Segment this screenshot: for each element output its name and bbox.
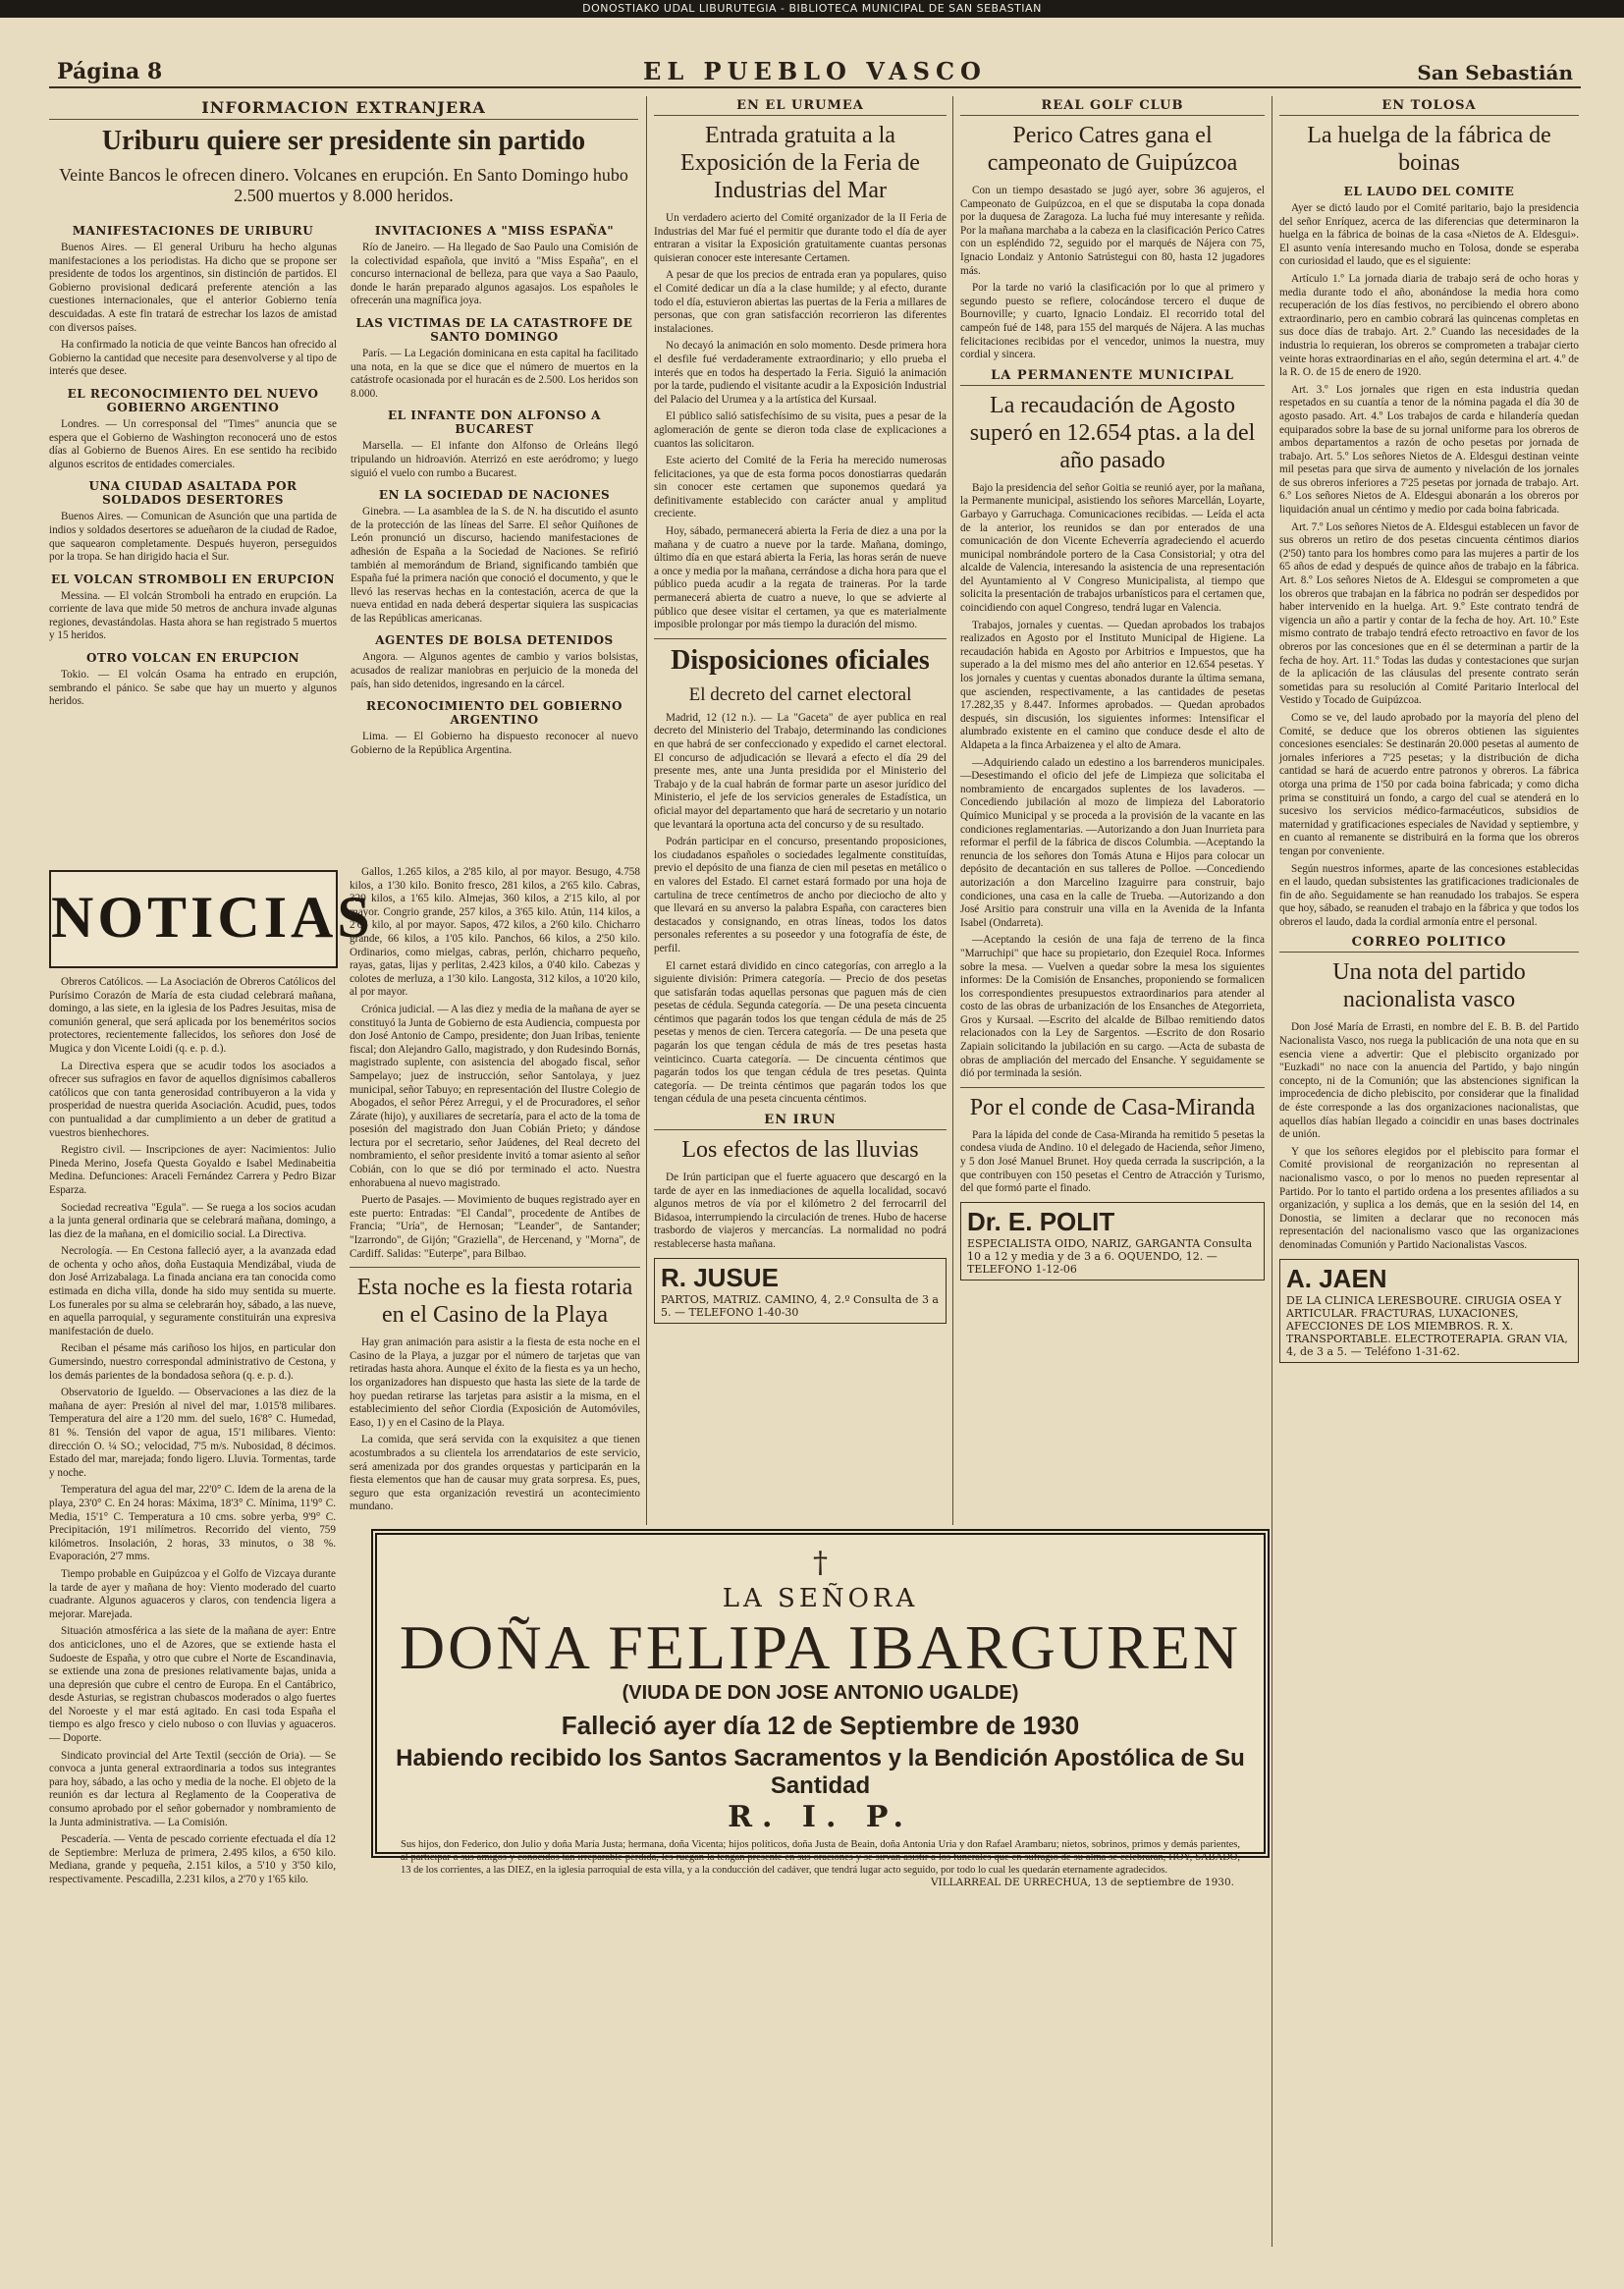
paragraph: Art. 3.º Los jornales que rigen en esta industria quedan respetados en su cuantía a tenor de la nómina pagada el día 30 de agosto pasado. Art. 4.º Los trabajos de carda e hilandería quedan equiparados sobre la base de su jornal uniforme para los obreros de ambos departamentos a razón de ocho pesetas por jornada de trabajo. Art. 5.º Los señores Nietos de A. Eldesgui destinan veinte mil pesetas para que sirva de aumento y nivelación de los jornales de sus obreros inferiores a 7'25 pesetas por jornada de trabajo. Art. 6.º Los señores Nietos de A. Eldesgui abonarán a los obreros por liquidación anual un céntimo y medio por cada boina fabricada. bbox=[1279, 383, 1579, 517]
headline-feria: Entrada gratuita a la Exposición de la Feria de Industrias del Mar bbox=[680, 123, 920, 203]
section-title: CORREO POLITICO bbox=[1279, 933, 1579, 953]
column-rule bbox=[646, 96, 647, 1525]
page-number: Página 8 bbox=[57, 59, 163, 84]
kicker: EL LAUDO DEL COMITE bbox=[1343, 185, 1515, 198]
paragraph: El público salió satisfechísimo de su visita, pues a pesar de la aglomeración de gente se dieron toda clase de explicaciones a cuantos las solicitaron. bbox=[654, 410, 947, 450]
paragraph: Por la tarde no varió la clasificación por lo que al primero y segundo puesto se refiere, colocándose tercero el duque de Bournoville; y cuarto, Ignacio Londaiz. El recorrido total del campeón fué de 148, para 155 del marqués de Nájera. A las muchas felicitaciones recibidas por el vencedor, unimos la nuestra, muy cordial y sincera. bbox=[960, 282, 1265, 361]
kicker: OTRO VOLCAN EN ERUPCION bbox=[86, 651, 299, 666]
foreign-news-block bbox=[49, 96, 638, 852]
paragraph: La comida, que será servida con la exquisitez a que tienen acostumbrados a su clientela los arrendatarios de este servicio, será amenizada por dos grandes orquestas y participarán en la fiesta elementos que han de causar muy grata sorpresa. Es, pues, seguro que esta organización revestirá un acontecimiento mundano. bbox=[350, 1434, 640, 1513]
kicker: EL RECONOCIMIENTO DEL NUEVO GOBIERNO ARGENTINO bbox=[67, 386, 319, 414]
paragraph: Ha confirmado la noticia de que veinte Bancos han ofrecido al Gobierno la cantidad que necesite para desenvolverse y al tipo de interés que desee. bbox=[49, 339, 337, 378]
obituary-text: Sus hijos, don Federico, don Julio y doña María Justa; hermana, doña Vicenta; hijos políticos, doña Justa de Beain, doña Antonia Uria y don Rafael Arambaru; nietos, sobrinos, primos y demás parientes, al participar a sus amigos y conocidos tan irreparable pérdida, les ruegan la tengan presente en sus oraciones y se sirvan asistir a los funerales que en sufragio de su alma se celebrarán, HOY, SABADO, 13 de los corrientes, a las DIEZ, en la iglesia parroquial de esta villa, y a la conducción del cadáver, que tendrá lugar acto seguido, por todo lo cual les quedarán eternamente agradecidos. bbox=[401, 1839, 1240, 1876]
section-title: INFORMACION EXTRANJERA bbox=[49, 96, 638, 120]
paragraph: Obreros Católicos. — La Asociación de Obreros Católicos del Purísimo Corazón de María de esta ciudad celebrará mañana, domingo, a las siete, en la iglesia de los Padres Jesuitas, misa de comunión general, que será aplicada por los beneméritos socios protectores, recientemente fallecidos, los señores don José de Mugica y don Vicente Loidi (q. e. p. d.). bbox=[49, 976, 336, 1055]
kicker: RECONOCIMIENTO DEL GOBIERNO ARGENTINO bbox=[366, 699, 623, 728]
paragraph: Bajo la presidencia del señor Goitia se reunió ayer, por la mañana, la Permanente municipal, asistiendo los señores Marcellán, Loyarte, Garbayo y Garruchaga. Comunicaciones recibidas. — Leída el acta de la anterior, los reunidos se dan por enterados de una comunicación de don Vicente Echeverría agradeciendo el acuerdo municipal nombrándole portero de la Casa Consistorial; y otra del alcalde de Valencia, interesando la asistencia de una representación del Ayuntamiento al V Congreso Municipalista, al tiempo que solicita la presentación de trabajos urbanísticos para el certamen que, coincidiendo con aquel Congreso, tendrá lugar en Valencia. bbox=[960, 481, 1265, 615]
ad-name: Dr. E. POLIT bbox=[967, 1206, 1115, 1236]
paragraph: Artículo 1.º La jornada diaria de trabajo será de ocho horas y media durante todo el año, abonándose la media hora como recuperación de los días festivos, no percibiendo el obrero abono extraordinario, pero en cambio cobrará las quincenas completas en sus doce días de trabajo. Art. 2.º Cuando las necesidades de la industria lo requieran, los obreros se comprometen a trabajar cierto veinte horas extraordinarias en el año, según determina el art. 4.º de la R. O. de 15 de enero de 1920. bbox=[1279, 272, 1579, 379]
city-label: San Sebastián bbox=[1417, 61, 1573, 84]
obituary-notice bbox=[371, 1529, 1270, 1888]
ad-name: R. JUSUE bbox=[661, 1262, 779, 1292]
masthead: EL PUEBLO VASCO bbox=[643, 57, 987, 85]
paragraph: Podrán participar en el concurso, presentando proposiciones, los ciudadanos españoles o sociedades legalmente constituídas, previo el depósito de una fianza de cien mil pesetas en metálico o en valores del Estado. El carnet estará formado por una hoja de cartulina de trece centímetros de ancho por dieciocho de alto y que llevará en su anverso la palabra España, con caracteres bien destacados y consignando, en otras líneas, todos los datos personales referentes a su poseedor y una fotografía de éste, de perfil. bbox=[654, 836, 947, 954]
paragraph: Para la lápida del conde de Casa-Miranda ha remitido 5 pesetas la condesa viuda de Andino. 10 el delegado de Hacienda, señor Jimeno, y 5 don José Manuel Brunet. Hoy queda cerrada la suscripción, a la que contribuyen con 150 pesetas el Centro de Atracción y Turismo, del que formó parte el finado. bbox=[960, 1128, 1265, 1195]
paragraph: Marsella. — El infante don Alfonso de Orleáns llegó tripulando un hidroavión. Aterrizó en este aeródromo; y luego siguió el vuelo con rumbo a Bucarest. bbox=[351, 440, 638, 479]
kicker: EL VOLCAN STROMBOLI EN ERUPCION bbox=[50, 572, 336, 586]
kicker: LAS VICTIMAS DE LA CATASTROFE DE SANTO DOMINGO bbox=[355, 315, 633, 344]
headline-golf: Perico Catres gana el campeonato de Guipúzcoa bbox=[987, 123, 1238, 176]
paragraph: No decayó la animación en solo momento. Desde primera hora el desfile fué verdaderamente extraordinario; y ello prueba el interés que en todos ha despertado la Feria. Siguió la animación por la tarde, pudiendo el visitante acudir a la Exposición Industrial del Palacio del Urumea y a la artística del Kursaal. bbox=[654, 340, 947, 406]
paragraph: Tiempo probable en Guipúzcoa y el Golfo de Vizcaya durante la tarde de ayer y mañana de hoy: Viento moderado del cuarto cuadrante. Algunos aguaceros y claros, con tendencia ligera a mejorar. Marejada. bbox=[49, 1567, 336, 1620]
paragraph: A pesar de que los precios de entrada eran ya populares, quiso el Comité dedicar un día a la clase humilde; y al efecto, durante todo el día, estuvieron abiertas las puertas de la Feria a millares de personas, que con gran satisfacción recorrieron las diferentes instalaciones. bbox=[654, 269, 947, 335]
headline-disposiciones: Disposiciones oficiales bbox=[654, 638, 947, 677]
paragraph: Tokio. — El volcán Osama ha entrado en erupción, sembrando el pánico. Se sabe que hay un muerto y algunos heridos. bbox=[49, 669, 337, 708]
paragraph: Hay gran animación para asistir a la fiesta de esta noche en el Casino de la Playa, a juzgar por el número de tarjetas que van retiradas hasta ahora. Aunque el éxito de la fiesta es ya un hecho, los organizadores han dispuesto que hasta las siete de la tarde de hoy puedan retirarse las tarjetas para asistir a la misma, en el establecimiento del señor Ciordia (Exposición de Automóviles, Easo, 1) y en el Casino de la Playa. bbox=[350, 1336, 640, 1429]
paragraph: Como se ve, del laudo aprobado por la mayoría del pleno del Comité, se deduce que los obreros obtienen las siguientes concesiones esenciales: Se destinarán 20.000 pesetas al aumento de jornales inferiores a 7'25 pesetas; y la distribución de dicha cantidad se hará de acuerdo entre patronos y obreros. La fábrica otorga una prima de 1'50 por cada boina fabricada; y como dicha prima se constituirá un fondo, a cargo del cual se atenderá en lo sucesivo los servicios médico-farmacéuticos, subsidios de maternidad y gratificaciones especiales de Navidad y septiembre, y en cuanto al remanente se distribuirá en la forma que los obreros tengan por conveniente. bbox=[1279, 711, 1579, 857]
paragraph: París. — La Legación dominicana en esta capital ha facilitado una nota, en la que se dice que el número de muertos en la catástrofe ocasionada por el huracán es de 2.500. Los heridos son 8.000. bbox=[351, 347, 638, 400]
column-4 bbox=[960, 96, 1265, 1525]
kicker: EN LA SOCIEDAD DE NACIONES bbox=[378, 488, 611, 503]
obituary-sacraments: Habiendo recibido los Santos Sacramentos y la Bendición Apostólica de Su Santidad bbox=[396, 1745, 1245, 1799]
ad-jusue bbox=[654, 1258, 947, 1324]
ad-jaen bbox=[1279, 1259, 1579, 1363]
paragraph: Según nuestros informes, aparte de las concesiones establecidas en el laudo, quedan subsistentes las gratificaciones tradicionales de fin de año. Seguidamente se han reanudado los trabajos. Se espera que hoy, sábado, se reanuden el trabajo en la fábrica y que todos los obreros el laudo, dada la cordial armonía entre el personal. bbox=[1279, 862, 1579, 928]
headline-casa-miranda: Por el conde de Casa-Miranda bbox=[960, 1087, 1265, 1121]
paragraph: Este acierto del Comité de la Feria ha merecido numerosas felicitaciones, ya que de esta forma pocos donostiarras quedarán sin conocer este certamen que suponemos quedará ya definitivamente establecido con carácter anual y amplitud creciente. bbox=[654, 455, 947, 520]
noticias-column bbox=[49, 866, 374, 2261]
paragraph: Un verdadero acierto del Comité organizador de la II Feria de Industrias del Mar fué el permitir que durante todo el día de ayer entraran a visitar la Exposición gratuitamente cuantas personas quisieran conocer este interesante Certamen. bbox=[654, 212, 947, 264]
paragraph: Registro civil. — Inscripciones de ayer: Nacimientos: Julio Pineda Merino, Josefa Questa Goyaldo e Isabel Medinabeitia Medina. Defunciones: Araceli Fernández Carrera y Pedro Bizar Esparza. bbox=[49, 1144, 336, 1196]
paragraph: Madrid, 12 (12 n.). — La "Gaceta" de ayer publica en real decreto del Ministerio del Trabajo, determinando las condiciones en que habrá de ser confeccionado y expedido el carnet electoral. El concurso de adjudicación se llevará a efecto el día 29 del presente mes, ante una Junta presidida por el Ministerio del Trabajo y de la cual habrán de formar parte un asesor jurídico del Ministerio, el jefe de los servicios generales de Estadística, un oficial mayor del departamento que hará de secretario y un notario que levantará la oportuna acta del concurso y de su resultado. bbox=[654, 711, 947, 831]
ad-polit bbox=[960, 1202, 1265, 1281]
paragraph: Buenos Aires. — Comunican de Asunción que una partida de indios y soldados desertores se adueñaron de la ciudad de Radoe, que saquearon completamente. Después huyeron, perseguidos por la tropa. Se han dirigido hacia el Sur. bbox=[49, 511, 337, 564]
paragraph: El carnet estará dividido en cinco categorías, con arreglo a la siguiente división: Primera categoría. — Precio de dos pesetas que satisfarán todas aquellas personas que paguen más de cien pesetas de cédula. Segunda categoría. — De una peseta cincuenta céntimos que pagarán todos los que tengan cédula de más de 25 pesetas y menos de cien. Tercera categoría. — De una peseta que pagarán los que tengan cédula de más de tres pesetas hasta veinticinco. Cuarta categoría. — De cincuenta céntimos que pagarán todos los que tengan cédula de tres pesetas. Quinta categoría. — De treinta céntimos que pagarán todos los que tengan cédula de una peseta cincuenta céntimos. bbox=[654, 959, 947, 1106]
paragraph: —Aceptando la cesión de una faja de terreno de la finca "Marruchipi" que hace su propietario, don Ezequiel Roca. Informes sobre la mesa. — Vuelven a quedar sobre la mesa los siguientes informes: De la Comisión de Ensanches, proponiendo se formalicen los correspondientes presupuestos extraordinarios para atender al costo de las obras de urbanización de los Ensanches de Ategorrieta, Gros y Kursaal. —Escrito del alcalde de Bilbao remitiendo datos relacionados con la Ley de Sargentos. —Escrito de don Rosario Zapiain solicitando la jubilación en su cargo. —Acta de subasta de obras de ampliación del mercado del Ensanche. Y seguidamente se dió por terminada la sesión. bbox=[960, 934, 1265, 1080]
source-bar: DONOSTIAKO UDAL LIBURUTEGIA - BIBLIOTECA MUNICIPAL DE SAN SEBASTIAN bbox=[0, 0, 1624, 18]
ad-text: PARTOS, MATRIZ. CAMINO, 4, 2.º Consulta de 3 a 5. — TELEFONO 1-40-30 bbox=[661, 1292, 939, 1319]
paragraph: Ayer se dictó laudo por el Comité paritario, bajo la presidencia del señor Enríquez, acerca de las diferencias que determinaron la huelga en la fábrica de boinas de la casa «Nietos de A. Eldesgui». El asunto venía interesando mucho en Tolosa, donde se esperaba con curiosidad el laudo, que es el siguiente: bbox=[1279, 202, 1579, 268]
section-title: EN TOLOSA bbox=[1279, 96, 1579, 116]
noticias-logo-text: NOTICIAS bbox=[51, 885, 374, 950]
subhead-uriburu: Veinte Bancos le ofrecen dinero. Volcanes en erupción. En Santo Domingo hubo 2.500 muertos y 8.000 heridos. bbox=[59, 165, 628, 205]
obituary-rip: R. I. P. bbox=[728, 1800, 913, 1834]
obituary-widow: (VIUDA DE DON JOSE ANTONIO UGALDE) bbox=[622, 1682, 1019, 1704]
paragraph: —Adquiriendo calado un edestino a los barrenderos municipales. —Desestimando el oficio del jefe de Limpieza que solicitaba el nombramiento de encargados suplentes de los lavaderos. —Concediendo jubilación al mozo de limpieza del Laboratorio Químico Municipal y se proceda a la provisión de la vacante en las condiciones reglamentarias. —Autorizando a don Juan Inurrieta para reformar el perfil de la fábrica de discos Columbia. —Aceptando la renuncia de los señores don Tomás Atuna e Hijos para colocar un depósito de decantación en sus talleres de Polloe. —Concediendo autorización a don Marcelino Izaguirre para construir, bajo condiciones, una casa en la calle de Trueba. —Autorizando a don José Arsitio para construir una villa en la Avenida de la Infanta Isabel (Ondarreta). bbox=[960, 756, 1265, 929]
paragraph: Pescadería. — Venta de pescado corriente efectuada el día 12 de Septiembre: Merluza de primera, 2.495 kilos, a 6'50 kilo. Mediana, grande y pequeña, 2.151 kilos, a 5'10 y 3'50 kilo, respectivamente. Pescadilla, 2.231 kilos, a 2'70 y 1'65 kilo. bbox=[49, 1833, 336, 1885]
headline-carnet: El decreto del carnet electoral bbox=[688, 683, 912, 705]
section-title: EN IRUN bbox=[654, 1111, 947, 1130]
paragraph: Sociedad recreativa "Egula". — Se ruega a los socios acudan a la junta general ordinaria que se celebrará mañana, domingo, a las diez de la mañana, en el domicilio social. La Directiva. bbox=[49, 1201, 336, 1240]
obituary-intro: LA SEÑORA bbox=[722, 1584, 919, 1613]
headline-lluvias: Los efectos de las lluvias bbox=[681, 1137, 919, 1164]
obituary-place: VILLARREAL DE URRECHUA, 13 de septiembre de 1930. bbox=[930, 1877, 1234, 1888]
section-title: REAL GOLF CLUB bbox=[960, 96, 1265, 116]
ad-text: DE LA CLINICA LERESBOURE. CIRUGIA OSEA Y ARTICULAR. FRACTURAS, LUXACIONES, AFECCIONES DE LOS MIEMBROS. R. X. TRANSPORTABLE. ELECTROTERAPIA. GRAN VIA, 4, de 3 a 5. — Teléfono 1-31-62. bbox=[1286, 1293, 1568, 1358]
paragraph: Ginebra. — La asamblea de la S. de N. ha discutido el asunto de la protección de las líneas del Sarre. El señor Quiñones de León pronunció un discurso, haciendo manifestaciones de adhesión de España a la Sociedad de Naciones. Se refirió también al memorándum de Briand, significando también que España fué la primera nación que conoció el documento, y que le llevó las reservas hechas en la contestación, acerca de que la nueva entidad en nada deberá despertar siquiera las suspicacias de las Repúblicas americanas. bbox=[351, 506, 638, 625]
section-title: LA PERMANENTE MUNICIPAL bbox=[960, 366, 1265, 386]
section-title: EN EL URUMEA bbox=[654, 96, 947, 116]
paragraph: Gallos, 1.265 kilos, a 2'85 kilo, al por mayor. Besugo, 4.758 kilos, a 1'30 kilo. Bonito fresco, 281 kilos, a 2'65 kilo. Cabras, 329 kilos, a 1'65 kilo. Almejas, 360 kilos, a 2'15 kilo, al por mayor. Congrio grande, 257 kilos, a 3'65 kilo. Atún, 114 kilos, a 2'65 kilo, al por mayor. Sapos, 472 kilos, a 2'60 kilo. Chicharro grande, 66 kilos, a 1'05 kilo. Panchos, 66 kilos, a 2'50 kilo. Ordinarios, como mielgas, cabras, perlón, chicharro pequeño, rayas, gatas, lijas y perlitas, 2.423 kilos, a 0'40 kilo. Cabezas y colotes de merluza, a 1'30 kilo. Langosta, 312 kilos, a 10'20 kilo, al por mayor. bbox=[350, 866, 640, 999]
kicker: AGENTES DE BOLSA DETENIDOS bbox=[375, 633, 614, 648]
obituary-name: DOÑA FELIPA IBARGUREN bbox=[399, 1612, 1242, 1682]
kicker: EL INFANTE DON ALFONSO A BUCAREST bbox=[388, 409, 601, 437]
paragraph: De Irún participan que el fuerte aguacero que descargó en la tarde de ayer en las inmediaciones de aquella localidad, socavó algunos metros de vía por el kilómetro 2 del ferrocarril del Bidasoa, interrumpiendo la circulación de trenes. Hubo de hacerse trasbordo de viajeros y mercancías. La normalidad no podrá restablecerse hasta mañana. bbox=[654, 1172, 947, 1250]
kicker: UNA CIUDAD ASALTADA POR SOLDADOS DESERTORES bbox=[88, 479, 298, 508]
paragraph: Londres. — Un corresponsal del "Times" anuncia que se espera que el Gobierno de Washington reconocerá uno de estos días al Gobierno de Buenos Aires. En ese sentido ha recibido algunos escritos de entidades comerciales. bbox=[49, 417, 337, 470]
paragraph: Don José María de Errasti, en nombre del E. B. B. del Partido Nacionalista Vasco, nos ruega la publicación de una nota que en su esencia viene a advertir: Que el plebiscito organizado por "Euzkadi" no nace con la anuencia del Partido, y bajo ningún concepto, ni de la Comunión; que las abstenciones significan la improcedencia de dicho plebiscito, por considerar que la finalidad de éste corresponde a las dos organizaciones nacionalistas, que aquellos días habían llegado a coincidir en unas bases doctrinales de unión. bbox=[1279, 1021, 1579, 1141]
paragraph: Temperatura del agua del mar, 22'0° C. Idem de la arena de la playa, 23'0° C. En 24 horas: Máxima, 18'3° C. Mínima, 11'9° C. Media, 15'1° C. Temperatura a 10 cms. sobre yerba, 9'9° C. Precipitación, 19'1 milímetros. Recorrido del viento, 759 kilómetros. Insolación, 2 horas, 33 minutos, o 38 %. Evaporación, 2'7 mms. bbox=[49, 1484, 336, 1563]
headline-uriburu: Uriburu quiere ser presidente sin partido bbox=[101, 126, 586, 156]
kicker: MANIFESTACIONES DE URIBURU bbox=[72, 224, 314, 238]
paragraph: Con un tiempo desastado se jugó ayer, sobre 36 agujeros, el Campeonato de Guipúzcoa, en el que se disputaba la copa donada por la duquesa de Zaragoza. La lucha fué muy interesante y reñida. Por la mañana marchaba a la cabeza en la clasificación Perico Catres con un espléndido 72, seguido por el marqués de Nájera con 75, Ignacio Londaiz y Antonio Satrústegui con 80, hasta 12 jugadores más. bbox=[960, 185, 1265, 277]
paragraph: Observatorio de Igueldo. — Observaciones a las diez de la mañana de ayer: Presión al nivel del mar, 1.015'8 milibares. Temperatura del aire a 1'20 mm. del suelo, 16'8° C. Humedad, 81 %. Tensión del vapor de agua, 15'1 milibares. Viento: dirección O. ¼ SO.; velocidad, 7'5 m/s. Nubosidad, 8 décimos. Estado del mar, marejada; fondo ligero. Lluvia. Tormentas, tarde y noche. bbox=[49, 1387, 336, 1479]
headline-boinas: La huelga de la fábrica de boinas bbox=[1307, 123, 1551, 176]
paragraph: Reciban el pésame más cariñoso los hijos, en particular don Gumersindo, nuestro correspondal administrativo de Cestona, y los demás parientes de la bondadosa señora (q. e. p. d.). bbox=[49, 1342, 336, 1382]
paragraph: Crónica judicial. — A las diez y media de la mañana de ayer se constituyó la Junta de Gobierno de esta Audiencia, compuesta por don José Antonio de Campo, presidente; don Juan Iribas, teniente fiscal; don Alejandro Gallo, magistrado, y don Rudesindo Bornás, magistrado suplente, con asistencia del abogado fiscal, señor Sampelayo; juez de instrucción, señor Santolaya, y juez municipal, señor Tabuyo; en representación del Ilustre Colegio de Abogados, el señor Pérez Arregui, y el de Procuradores, el señor Zárate (hijo), y auxiliares de secretaría, para el acto de la toma de posesión del magistrado don Juan Cobián Prieto; y dándose lectura por el secretario, señor Jaúdenes, del Real decreto del nombramiento, el señor presidente invitó a tomar asiento al señor Cobián, con lo que se dió por terminado el acto. Nuestra enhorabuena al nuevo magistrado. bbox=[350, 1003, 640, 1189]
headline-rotaria: Esta noche es la fiesta rotaria en el Casino de la Playa bbox=[350, 1267, 640, 1329]
ad-text: ESPECIALISTA OIDO, NARIZ, GARGANTA Consulta 10 a 12 y media y de 3 a 6. OQUENDO, 12. — TELEFONO 1-12-06 bbox=[967, 1236, 1253, 1276]
column-5 bbox=[1279, 96, 1579, 2257]
headline-recaudacion: La recaudación de Agosto superó en 12.654 ptas. a la del año pasado bbox=[969, 392, 1256, 473]
paragraph: Río de Janeiro. — Ha llegado de Sao Paulo una Comisión de la colectividad española, que invitó a "Miss España", en el concurso internacional de belleza, para que vaya a Sao Paaulo, donde le harán preparado algunos agasajos. Los españoles le ofrecerán una magnífica joya. bbox=[351, 242, 638, 307]
paragraph: Buenos Aires. — El general Uriburu ha hecho algunas manifestaciones a los periodistas. Ha dicho que se propone ser presidente de todos los argentinos, sin distinción de partidos. El Gobierno provisional dedicará preferente atención a las cuestiones internacionales, que el anterior Gobierno tenía descuidadas. A este fin tratará de estrechar los lazos de amistad con diversos países. bbox=[49, 242, 337, 334]
paragraph: Puerto de Pasajes. — Movimiento de buques registrado ayer en este puerto: Entradas: "El Candal", procedente de Antibes de Francia; "Uría", de Hernosan; "Leander", de Santander; "Izarrondo", de Gijón; "Graziella", de Hercenand, y "Morna", de Cardiff. Salidas: "Euterpe", para Bilbao. bbox=[350, 1194, 640, 1260]
ad-name: A. JAEN bbox=[1286, 1263, 1387, 1293]
paragraph: Angora. — Algunos agentes de cambio y varios bolsistas, acusados de realizar maniobras en perjuicio de la moneda del país, han sido detenidos, ingresando en la cárcel. bbox=[351, 651, 638, 690]
paragraph: Situación atmosférica a las siete de la mañana de ayer: Entre dos anticiclones, uno el de Azores, que se extiende hasta el Sudoeste de España, y otro que cubre el Norte de Escandinavia, se extiende una zona de presiones relativamente bajas, unida a una depresión que cubre el centro de Europa. En el Cantábrico, desde Asturias, se registran chubascos moderados o algo fuertes del Noroeste y el mar está agitado. En casi toda España el tiempo es algo fresco y cielo nuboso o con lluvias y aguaceros. — Doporte. bbox=[49, 1625, 336, 1745]
cross-icon: † bbox=[813, 1546, 828, 1580]
kicker: INVITACIONES A "MISS ESPAÑA" bbox=[374, 224, 615, 238]
paragraph: Necrología. — En Cestona falleció ayer, a la avanzada edad de ochenta y ocho años, doña Eustaquia Mendizábal, viuda de don José Arrizabalaga. La finada anciana era tan conocida como estimada en dicha villa, donde ha sido muy sentida su muerte. Los funerales por su alma se celebrarán hoy, sábado, a las nueve, en aquella parroquial, y seguramente constituirán una expresiva manifestación de duelo. bbox=[49, 1245, 336, 1337]
paragraph: Hoy, sábado, permanecerá abierta la Feria de diez a una por la mañana y de cuatro a nueve por la tarde. Mañana, domingo, último día en que estará abierta la Feria, las horas serán de nueve a once y media por la mañana, cerrándose a dicha hora para que el público pueda acudir a la regata de traineras. Por la tarde permanecerá abierta de cuatro a nueve, lo que se advierte al público que desee visitar el certamen, ya que es materialmente imposible prolongar por más tiempo la duración del mismo. bbox=[654, 525, 947, 631]
column-3 bbox=[654, 96, 947, 1525]
paragraph: Lima. — El Gobierno ha dispuesto reconocer al nuevo Gobierno de la República Argentina. bbox=[351, 731, 638, 756]
column-2-lower bbox=[350, 866, 640, 1514]
paragraph: Trabajos, jornales y cuentas. — Quedan aprobados los trabajos realizados en Agosto por el Instituto Municipal de Higiene. La recaudación habida en Agosto por Arbitrios e Impuestos, que ha superado a la del mismo mes del año anterior en 12.654 pesetas. Y los jornales y cuentas y cuentas abonados durante la última semana, que ascienden, respectivamente, a las cantidades de pesetas 17.282,35 y 8.447. Informes aprobados. — Quedan aprobados después, sin discusión, los siguientes informes: Intensificar el alumbrado existente en el camino que conduce desde el alto de Aldapeta a la finca Arbaizenea y el alto de Amara. bbox=[960, 619, 1265, 751]
paragraph: Y que los señores elegidos por el plebiscito para formar el Comité provisional de reorganización no representan al nacionalismo vasco, o por lo menos no pueden representar al Partido. Por lo tanto el partido ordena a los presentes afiliados a su organización, y suplica a los demás, que en la sesión del 14, en Donostia, se limiten a declarar que no reconocen más representación del nacionalismo vasco que las organizaciones denominadas Comunión y Partido Nacionalistas Vascos. bbox=[1279, 1145, 1579, 1251]
paragraph: La Directiva espera que se acudir todos los asociados a ofrecer sus sufragios en favor de aquellos dignísimos caballeros católicos que con tanta generosidad contribuyeron a la vida y prosperidad de nuestra querida Asociación. Acudid, pues, todos con puntualidad a dar cumplimiento a un deber de gratitud a vuestros bienhechores. bbox=[49, 1060, 336, 1139]
headline-nacionalista: Una nota del partido nacionalista vasco bbox=[1332, 959, 1526, 1013]
page-header bbox=[49, 57, 1581, 88]
obituary-date: Falleció ayer día 12 de Septiembre de 1930 bbox=[561, 1711, 1080, 1740]
column-rule bbox=[952, 96, 953, 1525]
newspaper-page bbox=[49, 22, 1581, 2280]
paragraph: Sindicato provincial del Arte Textil (sección de Oria). — Se convoca a junta general extraordinaria a todos sus integrantes para hoy, sábado, a las ocho y media de la noche. El objeto de la reunión es dar lectura al Reglamento de la Cooperativa de consumo aprobado por el señor gobernador y nombramiento de la Junta administrativa. — La Comisión. bbox=[49, 1749, 336, 1828]
paragraph: Art. 7.º Los señores Nietos de A. Eldesgui establecen un favor de sus obreros un retiro de dos pesetas cincuenta céntimos diarios (2'50) tanto para los hombres como para las mujeres a partir de los 65 años de edad y después de quince años de trabajo en la fábrica. Art. 8.º Los señores Nietos de A. Eldesgui se comprometen a que los obreros que trabajan en la fábrica no podrán ser despedidos por haber intervenido en la huelga. Art. 9.º Este contrato tendrá de vigencia un año a partir y contar de la fecha de hoy. Art. 10.º Este mismo contrato de trabajo tendrá efecto retroactivo en favor de los obreros por las concesiones que en él se determinan a partir de la fecha de hoy. Art. 11.º Todas las dudas y contestaciones que surjan de la aplicación de las cláusulas del presente contrato serán sometidas para su resolución al Comité Paritario Interlocal del Vestido y Tocado de Guipúzcoa. bbox=[1279, 520, 1579, 707]
paragraph: Messina. — El volcán Stromboli ha entrado en erupción. La corriente de lava que mide 50 metros de anchura invade algunas regiones, devastándolas. Hasta ahora se han registrado 5 muertos y 15 heridos. bbox=[49, 589, 337, 642]
noticias-logo bbox=[49, 870, 374, 968]
